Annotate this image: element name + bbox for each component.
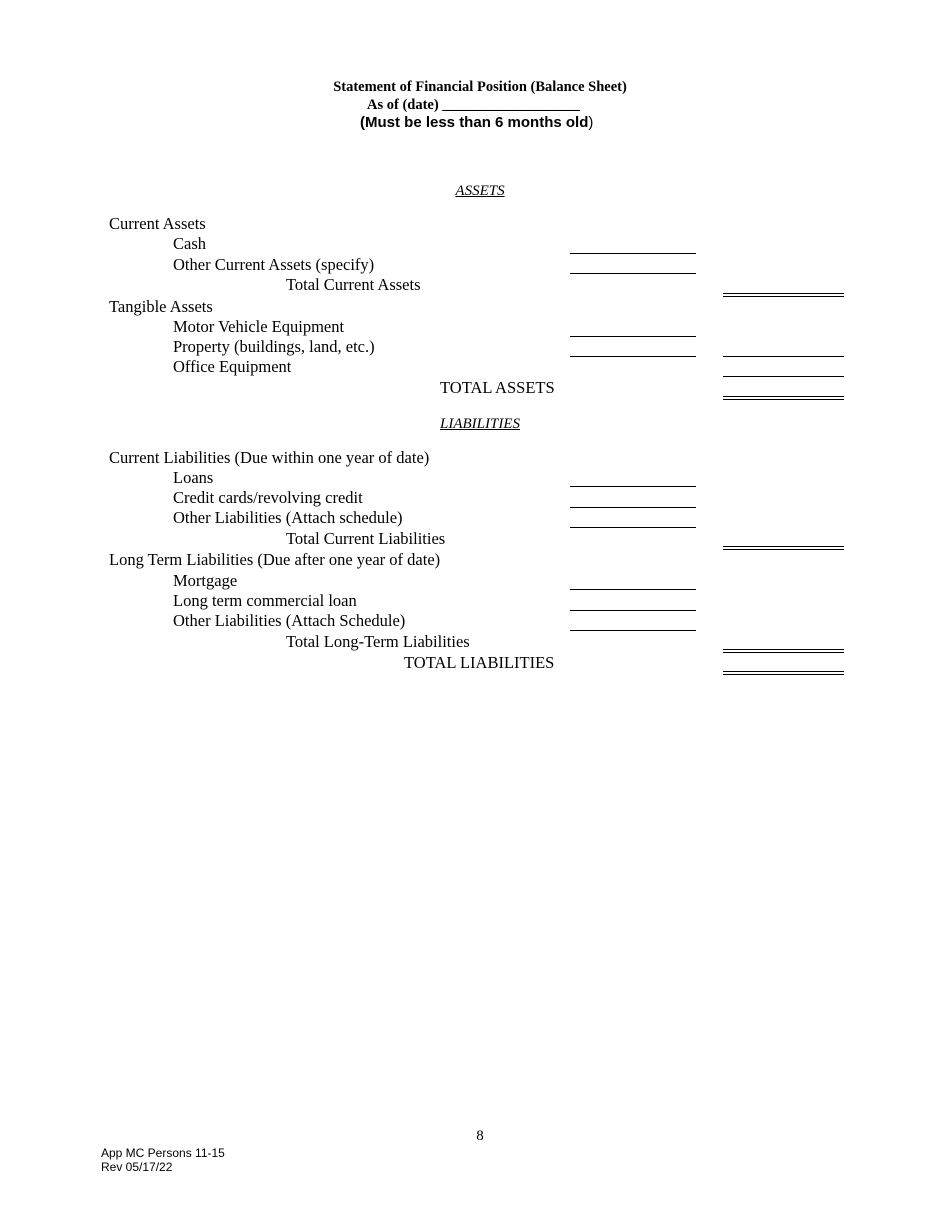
assets-heading: ASSETS — [455, 183, 505, 199]
other-liabilities-current-amount-field[interactable] — [570, 527, 696, 528]
cash-label: Cash — [173, 234, 206, 253]
as-of-date-line: As of (date) ___________________ — [367, 97, 581, 113]
motor-vehicle-label: Motor Vehicle Equipment — [173, 317, 345, 336]
property-amount-field[interactable] — [570, 356, 696, 357]
other-liabilities-long-amount-field[interactable] — [570, 630, 696, 631]
current-assets-label: Current Assets — [109, 214, 206, 233]
total-long-term-liabilities-label: Total Long-Term Liabilities — [286, 632, 470, 651]
credit-cards-label: Credit cards/revolving credit — [173, 488, 363, 507]
loans-amount-field[interactable] — [570, 486, 696, 487]
motor-vehicle-amount-field[interactable] — [570, 336, 696, 337]
age-requirement-text: (Must be less than 6 months old — [360, 114, 589, 131]
other-liabilities-long-label: Other Liabilities (Attach Schedule) — [173, 611, 406, 630]
total-long-term-liabilities-amount-field[interactable] — [723, 649, 844, 653]
total-liabilities-label: TOTAL LIABILITIES — [404, 653, 555, 672]
total-current-liabilities-label: Total Current Liabilities — [286, 529, 446, 548]
tangible-assets-label: Tangible Assets — [109, 297, 213, 316]
total-assets-amount-field[interactable] — [723, 396, 844, 400]
document-title: Statement of Financial Position (Balance Sheet) — [333, 79, 627, 95]
mortgage-amount-field[interactable] — [570, 589, 696, 590]
commercial-loan-amount-field[interactable] — [570, 610, 696, 611]
other-liabilities-current-label: Other Liabilities (Attach schedule) — [173, 508, 403, 527]
total-assets-label: TOTAL ASSETS — [440, 378, 555, 397]
cash-amount-field[interactable] — [570, 253, 696, 254]
page-number: 8 — [476, 1128, 484, 1144]
total-liabilities-amount-field[interactable] — [723, 671, 844, 675]
total-current-assets-label: Total Current Assets — [286, 275, 421, 294]
current-liabilities-label: Current Liabilities (Due within one year of date) — [109, 448, 430, 467]
commercial-loan-label: Long term commercial loan — [173, 591, 357, 610]
other-current-assets-label: Other Current Assets (specify) — [173, 255, 375, 274]
long-term-liabilities-label: Long Term Liabilities (Due after one year of date) — [109, 550, 441, 569]
age-requirement-close: ) — [588, 114, 594, 131]
footer-form-id: App MC Persons 11-15 — [101, 1146, 225, 1160]
credit-cards-amount-field[interactable] — [570, 507, 696, 508]
property-label: Property (buildings, land, etc.) — [173, 337, 375, 356]
liabilities-heading: LIABILITIES — [440, 416, 520, 432]
age-requirement-note — [360, 114, 593, 132]
office-equipment-label: Office Equipment — [173, 357, 292, 376]
tangible-subtotal-field[interactable] — [723, 356, 844, 357]
office-equipment-amount-field[interactable] — [723, 376, 844, 377]
other-current-assets-amount-field[interactable] — [570, 273, 696, 274]
total-current-liabilities-amount-field[interactable] — [723, 546, 844, 550]
loans-label: Loans — [173, 468, 214, 487]
footer-revision: Rev 05/17/22 — [101, 1160, 173, 1174]
mortgage-label: Mortgage — [173, 571, 238, 590]
total-current-assets-amount-field[interactable] — [723, 293, 844, 297]
